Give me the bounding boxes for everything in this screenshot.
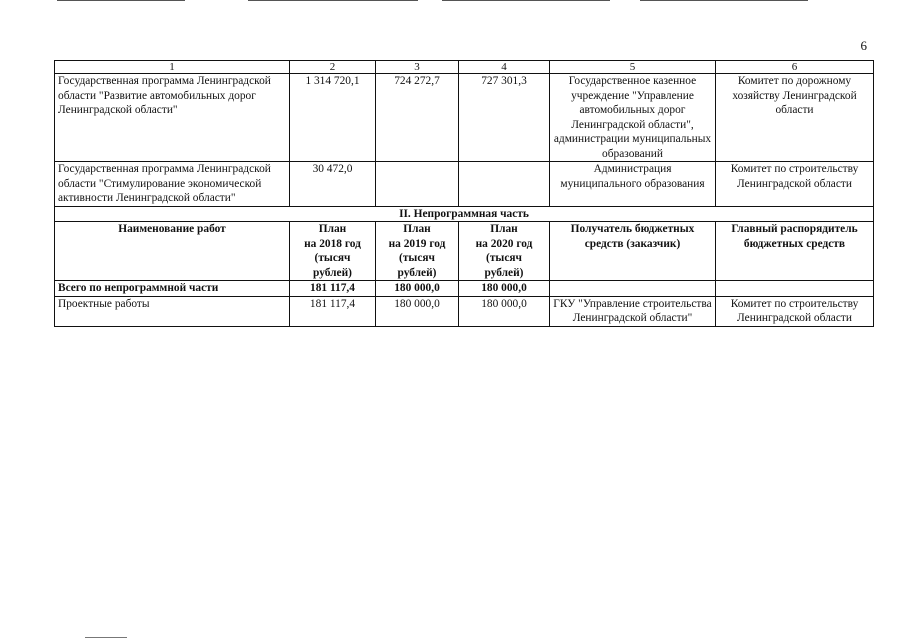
header-line: рублей) <box>484 266 524 279</box>
plan-2018-value: 181 117,4 <box>290 296 376 326</box>
plan-2019-value: 724 272,7 <box>376 74 459 162</box>
plan-2020-value: 180 000,0 <box>459 296 550 326</box>
plan-2019-value: 180 000,0 <box>376 296 459 326</box>
total-label: Всего по непрограммной части <box>55 281 290 297</box>
plan-2020-value <box>459 162 550 207</box>
top-edge-rule <box>57 0 185 1</box>
header-plan-2018 <box>290 222 376 281</box>
bottom-edge-rule <box>85 637 127 638</box>
table-row <box>55 162 874 207</box>
header-line: План <box>490 223 518 235</box>
top-edge-rule <box>640 0 808 1</box>
header-plan-2019 <box>376 222 459 281</box>
budget-manager: Комитет по строительству Ленинградской области <box>716 296 874 326</box>
column-number: 2 <box>290 61 376 74</box>
total-manager <box>716 281 874 297</box>
budget-recipient: Администрация муниципального образования <box>550 162 716 207</box>
section-title-row <box>55 206 874 222</box>
header-row <box>55 222 874 281</box>
section-title: II. Непрограммная часть <box>55 206 874 222</box>
header-line: (тысяч <box>486 252 522 264</box>
budget-manager: Комитет по дорожному хозяйству Ленинградской области <box>716 74 874 162</box>
column-number: 6 <box>716 61 874 74</box>
column-number: 1 <box>55 61 290 74</box>
total-recipient <box>550 281 716 297</box>
header-manager: Главный распорядитель бюджетных средств <box>716 222 874 281</box>
program-name: Государственная программа Ленинградской области "Стимулирование экономической активности Ленинградской области" <box>55 162 290 207</box>
header-plan-2020 <box>459 222 550 281</box>
header-line: на 2018 год <box>304 237 361 250</box>
header-line: рублей) <box>397 266 437 279</box>
header-recipient: Получатель бюджетных средств (заказчик) <box>550 222 716 281</box>
plan-2019-value <box>376 162 459 207</box>
total-plan-2020: 180 000,0 <box>459 281 550 297</box>
header-line: рублей) <box>313 266 352 279</box>
plan-2018-value: 1 314 720,1 <box>290 74 376 162</box>
header-work-name: Наименование работ <box>55 222 290 281</box>
header-line: План <box>403 223 431 235</box>
plan-2020-value: 727 301,3 <box>459 74 550 162</box>
header-line: План <box>318 223 347 235</box>
budget-table <box>54 60 874 327</box>
table-row <box>55 74 874 162</box>
plan-2018-value: 30 472,0 <box>290 162 376 207</box>
header-line: (тысяч <box>314 252 351 264</box>
work-name: Проектные работы <box>55 296 290 326</box>
table-row <box>55 296 874 326</box>
budget-manager: Комитет по строительству Ленинградской области <box>716 162 874 207</box>
column-number-row <box>55 61 874 74</box>
header-line: (тысяч <box>399 252 435 264</box>
program-name: Государственная программа Ленинградской области "Развитие автомобильных дорог Ленинградской области" <box>55 74 290 162</box>
budget-recipient: ГКУ "Управление строительства Ленинградской области" <box>550 296 716 326</box>
total-row <box>55 281 874 297</box>
top-edge-rule <box>248 0 418 1</box>
total-plan-2019: 180 000,0 <box>376 281 459 297</box>
header-line: на 2019 год <box>388 237 446 250</box>
header-line: на 2020 год <box>475 237 533 250</box>
column-number: 3 <box>376 61 459 74</box>
column-number: 5 <box>550 61 716 74</box>
top-edge-rule <box>442 0 610 1</box>
budget-recipient: Государственное казенное учреждение "Управление автомобильных дорог Ленинградской области", администрации муниципальных образований <box>550 74 716 162</box>
total-plan-2018: 181 117,4 <box>290 281 376 297</box>
page-number: 6 <box>860 38 867 53</box>
column-number: 4 <box>459 61 550 74</box>
